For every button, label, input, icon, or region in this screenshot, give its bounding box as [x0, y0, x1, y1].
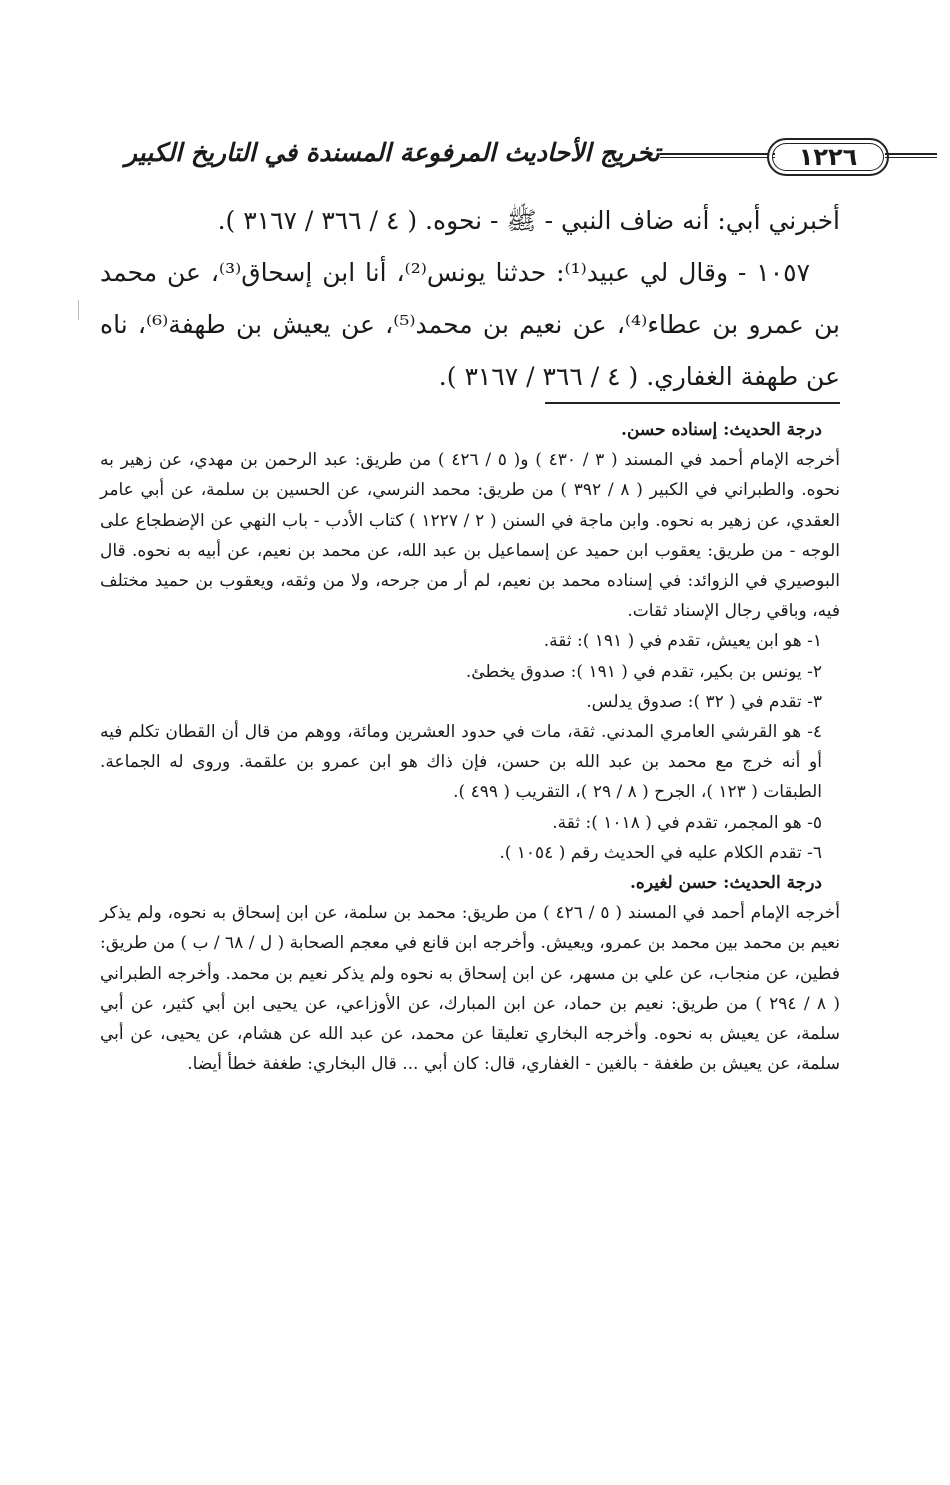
footnote-4: ٤- هو القرشي العامري المدني. ثقة، مات في حدود العشرين ومائة، ووهم من قال أن القطان تكلم فيه أو أنه خرج مع محمد بن عبد الله بن حسن، فإن ذاك هو ابن عمرو بن علقمة. وروى له الجماعة. الطبقات ( ١٢٣ )، الجرح ( ٨ / ٢٩ )، التقريب ( ٤٩٩ ). — [100, 722, 822, 803]
footnote-separator — [545, 402, 840, 404]
margin-mark — [78, 300, 79, 320]
grade-heading-1: درجة الحديث: إسناده حسن. — [621, 420, 822, 440]
footnotes-section — [100, 415, 840, 1079]
footnote-1: ١- هو ابن يعيش، تقدم في ( ١٩١ ): ثقة. — [543, 631, 822, 652]
page-number-badge: ١٢٢٦ — [767, 138, 889, 176]
takhrij-paragraph-1: أخرجه الإمام أحمد في المسند ( ٣ / ٤٣٠ ) و( ٥ / ٤٢٦ ) من طريق: عبد الرحمن بن مهدي، عن زهير به نحوه. والطبراني في الكبير ( ٨ / ٣٩٢ ) من طريق: محمد النرسي، عن الحسين بن سلمة، عن أبي عامر العقدي، عن زهير به نحوه. وابن ماجة في السنن ( ٢ / ١٢٢٧ ) كتاب الأدب - باب النهي عن الإضطجاع على الوجه - من طريق: يعقوب ابن حميد عن إسماعيل بن عبد الله، عن محمد بن نعيم، عن أبيه به نحوه. قال البوصيري في الزوائد: في إسناده محمد بن نعيم، لم أر من جرحه، ولا من وثقه، ويعقوب بن حميد مختلف فيه، وباقي رجال الإسناد ثقات. — [100, 450, 840, 622]
header-rule-right — [885, 153, 937, 158]
footnote-6: ٦- تقدم الكلام عليه في الحديث رقم ( ١٠٥٤ ). — [499, 842, 822, 863]
running-header — [95, 130, 858, 180]
main-text-line-1: أخبرني أبي: أنه ضاف النبي - ﷺ - نحوه. ( ٤ / ٣٦٦ / ٣١٦٧ ). — [217, 206, 840, 235]
takhrij-paragraph-2: أخرجه الإمام أحمد في المسند ( ٥ / ٤٢٦ ) من طريق: محمد بن سلمة، عن ابن إسحاق به نحوه، ولم يذكر نعيم بن محمد بين محمد بن عمرو، ويعيش. وأخرجه ابن قانع في معجم الصحابة ( ل / ٦٨ / ب ) من طريق: فطين، عن منجاب، عن علي بن مسهر، عن ابن إسحاق به نحوه ولم يذكر نعيم بن محمد. وأخرجه الطبراني ( ٨ / ٢٩٤ ) من طريق: نعيم بن حماد، عن ابن المبارك، عن الأوزاعي، عن يحيى ابن أبي كثير، عن أبي سلمة، عن يعيش به نحوه. وأخرجه البخاري تعليقا عن محمد، عن عبد الله عن هشام، عن يحيى، عن أبي سلمة، عن يعيش بن طغفة - بالغين - الغفاري، قال: كان أبي ... قال البخاري: طغفة خطأ أيضا. — [100, 903, 840, 1075]
header-rule-left — [660, 153, 775, 158]
main-text — [100, 195, 840, 403]
footnote-3: ٣- تقدم في ( ٣٢ ): صدوق يدلس. — [586, 691, 822, 712]
hadith-1057: ١٠٥٧ - وقال لي عبيد⁽¹⁾: حدثنا يونس⁽²⁾، أنا ابن إسحاق⁽³⁾، عن محمد بن عمرو بن عطاء⁽⁴⁾، عن نعيم بن محمد⁽⁵⁾، عن يعيش بن طهفة⁽⁶⁾، ناه عن طهفة الغفاري. ( ٤ / ٣٦٦ / ٣١٦٧ ). — [100, 258, 840, 391]
grade-heading-2: درجة الحديث: حسن لغيره. — [630, 873, 822, 894]
footnote-5: ٥- هو المجمر، تقدم في ( ١٠١٨ ): ثقة. — [552, 812, 822, 833]
book-title: تخريج الأحاديث المرفوعة المسندة في التاريخ الكبير — [124, 138, 660, 167]
footnote-2: ٢- يونس بن بكير، تقدم في ( ١٩١ ): صدوق يخطئ. — [465, 661, 822, 682]
